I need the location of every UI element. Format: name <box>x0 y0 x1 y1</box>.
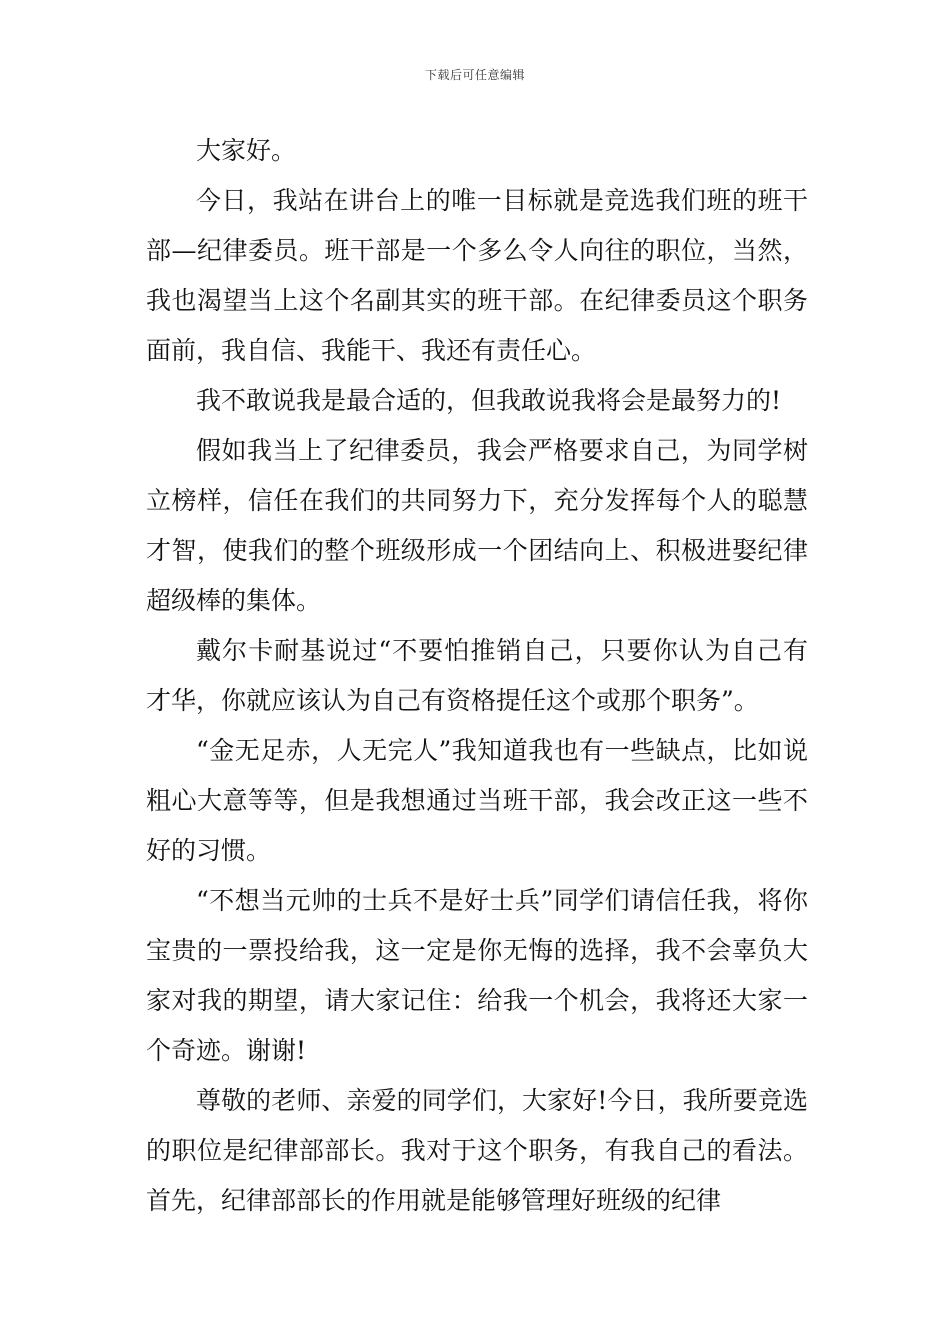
paragraph-intro: 今日，我站在讲台上的唯一目标就是竞选我们班的班干部—纪律委员。班干部是一个多么令人向往的职位，当然，我也渴望当上这个名副其实的班干部。在纪律委员这个职务面前，我自信、我能干、我还有责任心。 <box>146 186 808 365</box>
paragraph-greeting: 大家好。 <box>196 136 297 165</box>
paragraph-effort: 我不敢说我是最合适的，但我敢说我将会是最努力的! <box>196 386 782 415</box>
paragraph-quote-carnegie: 戴尔卡耐基说过“不要怕推销自己，只要你认为自己有才华，你就应该认为自己有资格提任这个或那个职务”。 <box>146 636 808 715</box>
paragraph-shortcomings: “金无足赤，人无完人”我知道我也有一些缺点，比如说粗心大意等等，但是我想通过当班干部，我会改正这一些不好的习惯。 <box>146 736 808 865</box>
page-header: 下载后可任意编辑 <box>424 68 525 82</box>
document-body <box>146 126 808 1226</box>
paragraph-second-speech: 尊敬的老师、亲爱的同学们，大家好!今日，我所要竞选的职位是纪律部部长。我对于这个职务，有我自己的看法。首先，纪律部部长的作用就是能够管理好班级的纪律 <box>146 1086 808 1215</box>
paragraph-appeal: “不想当元帅的士兵不是好士兵”同学们请信任我，将你宝贵的一票投给我，这一定是你无悔的选择，我不会辜负大家对我的期望，请大家记住：给我一个机会，我将还大家一个奇迹。谢谢! <box>146 886 808 1065</box>
paragraph-plan: 假如我当上了纪律委员，我会严格要求自己，为同学树立榜样，信任在我们的共同努力下，充分发挥每个人的聪慧才智，使我们的整个班级形成一个团结向上、积极进娶纪律超级棒的集体。 <box>146 436 808 615</box>
